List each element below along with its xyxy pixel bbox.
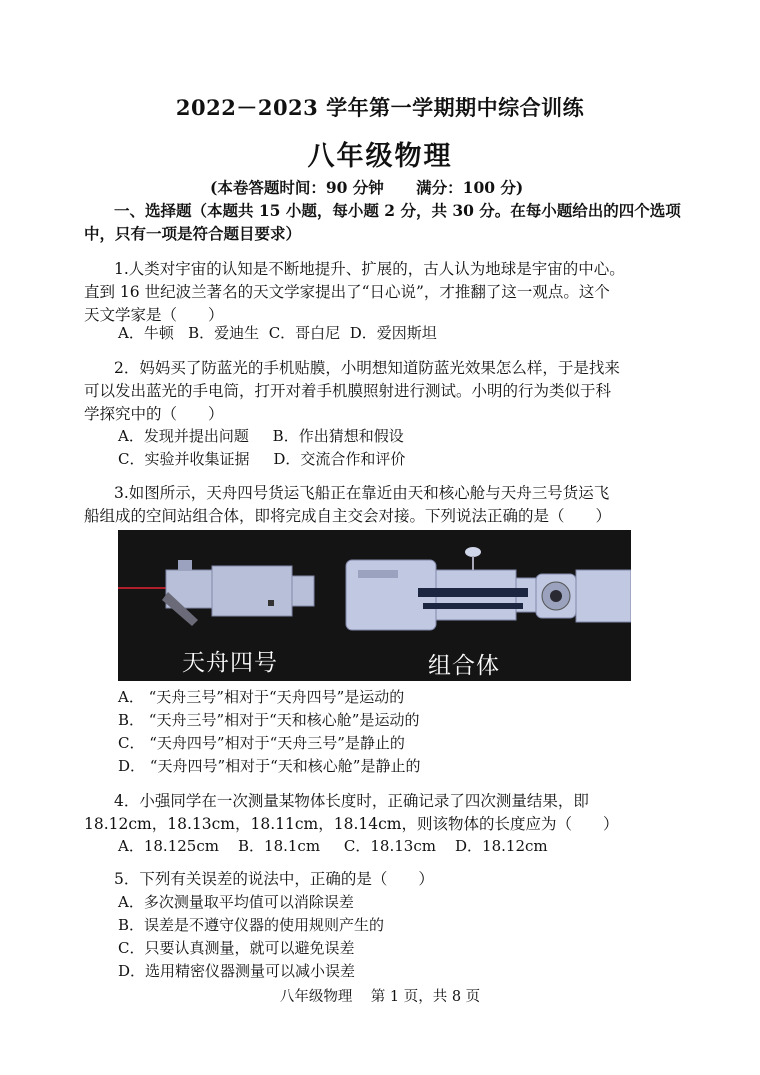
question-1-line: 1.人类对宇宙的认知是不断地提升、扩展的，古人认为地球是宇宙的中心。	[114, 260, 625, 278]
question-3-option: A． “天舟三号”相对于“天舟四号”是运动的	[118, 688, 405, 706]
question-3-line: 3.如图所示，天舟四号货运飞船正在靠近由天和核心舱与天舟三号货运飞	[114, 484, 610, 502]
question-5	[84, 868, 684, 891]
exam-meta: (本卷答题时间：90 分钟 满分：100 分)	[210, 178, 524, 197]
question-3	[84, 482, 684, 528]
spacecraft-photo	[118, 530, 631, 681]
question-1-line: 天文学家是（ ）	[84, 306, 224, 324]
question-5-option: A．多次测量取平均值可以消除误差	[118, 893, 354, 911]
question-3-line: 船组成的空间站组合体，即将完成自主交会对接。下列说法正确的是（ ）	[84, 507, 612, 525]
question-4-line: 18.12cm，18.13cm，18.11cm，18.14cm，则该物体的长度应为（ ）	[84, 815, 619, 833]
question-5-option: D．选用精密仪器测量可以减小误差	[118, 962, 356, 980]
question-5-line: 5．下列有关误差的说法中，正确的是（ ）	[114, 870, 434, 888]
question-2-line: 学探究中的（ ）	[84, 405, 224, 423]
question-2-line: 可以发出蓝光的手电筒，打开对着手机膜照射进行测试。小明的行为类似于科	[84, 382, 612, 400]
question-2	[84, 357, 684, 426]
exam-title: 2022－2023 学年第一学期期中综合训练	[175, 95, 585, 120]
question-2-option-row: A．发现并提出问题 B．作出猜想和假设	[118, 427, 404, 445]
question-2-option-row: C．实验并收集证据 D．交流合作和评价	[118, 450, 406, 468]
subject-title: 八年级物理	[307, 141, 453, 172]
question-4-options: A．18.125cm B．18.1cm C．18.13cm D．18.12cm	[118, 837, 548, 855]
question-3-option: D． “天舟四号”相对于“天和核心舱”是静止的	[118, 757, 421, 775]
section-heading: 一、选择题（本题共 15 小题，每小题 2 分，共 30 分。在每小题给出的四个选项中，只有一项是符合题目要求）	[84, 201, 681, 243]
question-2-line: 2．妈妈买了防蓝光的手机贴膜，小明想知道防蓝光效果怎么样，于是找来	[114, 359, 620, 377]
question-1-line: 直到 16 世纪波兰著名的天文学家提出了“日心说”，才推翻了这一观点。这个	[84, 283, 610, 301]
question-1-options: A．牛顿 B．爱迪生 C．哥白尼 D．爱因斯坦	[118, 324, 437, 342]
caption-left: 天舟四号	[182, 650, 278, 676]
question-4	[84, 790, 684, 836]
page-footer: 八年级物理 第 1 页，共 8 页	[279, 989, 481, 1005]
question-3-option: B． “天舟三号”相对于“天和核心舱”是运动的	[118, 711, 420, 729]
caption-right: 组合体	[428, 653, 500, 679]
question-5-option: C．只要认真测量，就可以避免误差	[118, 939, 355, 957]
question-5-option: B．误差是不遵守仪器的使用规则产生的	[118, 916, 385, 934]
question-3-option: C． “天舟四号”相对于“天舟三号”是静止的	[118, 734, 405, 752]
question-1	[84, 258, 684, 327]
question-4-line: 4．小强同学在一次测量某物体长度时，正确记录了四次测量结果，即	[114, 792, 589, 810]
